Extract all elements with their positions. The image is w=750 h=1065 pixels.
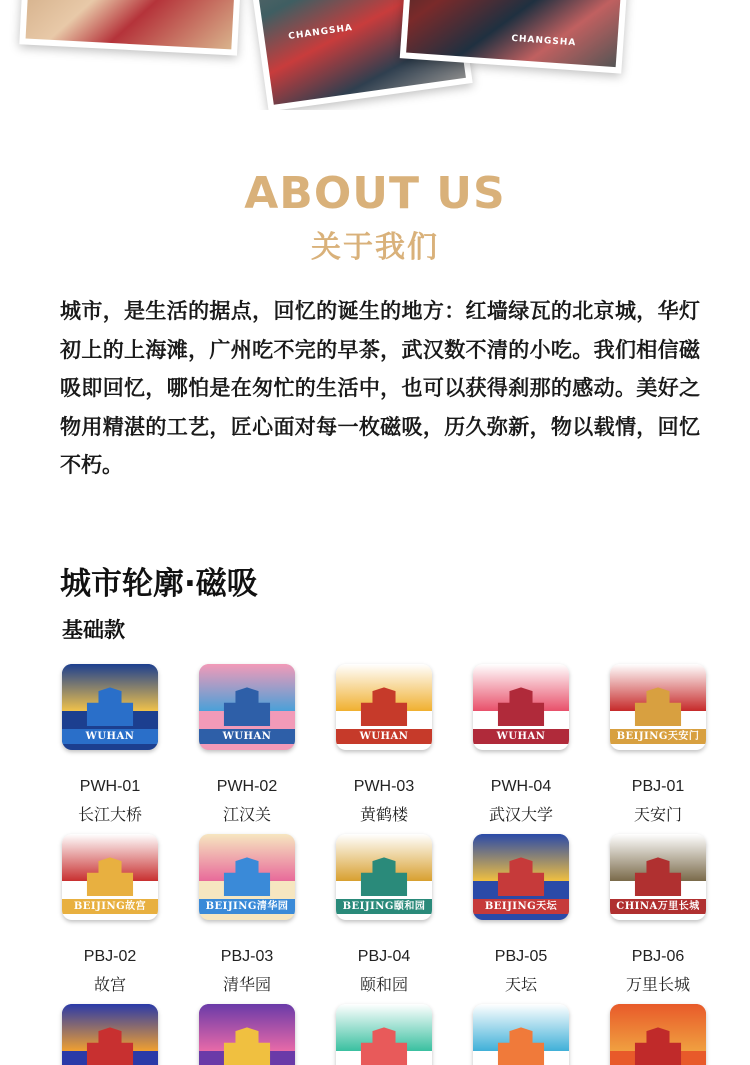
magnet-image <box>199 1004 295 1065</box>
magnet-image <box>199 834 295 920</box>
product-code: PWH-02 <box>216 778 278 795</box>
about-title-cn: 关于我们 <box>311 230 439 265</box>
magnet-image <box>610 834 706 920</box>
about-intro: 城市，是生活的据点，回忆的诞生的地方：红墙绿瓦的北京城，华灯初上的上海滩，广州吃不完的早茶，武汉数不清的小吃。我们相信磁吸即回忆，哪怕是在匆忙的生活中，也可以获得刹那的感动。美好之物用精湛的工艺，匠心面对每一枚磁吸，历久弥新，物以载情，回忆不朽。 <box>60 299 700 477</box>
product-name: 江汉关 <box>222 805 271 824</box>
product-name: 天安门 <box>633 805 682 824</box>
magnet-label: BEIJING清华园 <box>199 899 295 914</box>
magnet-label: WUHAN <box>199 729 295 744</box>
magnet-image <box>610 664 706 750</box>
product-code: PWH-01 <box>79 778 141 795</box>
magnet-image <box>336 664 432 750</box>
magnet-image <box>473 1004 569 1065</box>
magnet-image <box>473 664 569 750</box>
product-code: PBJ-03 <box>220 948 274 965</box>
section-title: 城市轮廓·磁吸 <box>60 566 258 602</box>
magnet-image <box>336 1004 432 1065</box>
photo-caption: CHANGSHA <box>287 23 354 42</box>
magnet-label: BEIJING天坛 <box>473 899 569 914</box>
photo-caption: CHANGSHA <box>511 33 577 49</box>
magnet-image <box>62 664 158 750</box>
product-name: 长江大桥 <box>77 805 142 824</box>
magnet-image <box>62 1004 158 1065</box>
product-code: PWH-03 <box>353 778 415 795</box>
section-subtitle: 基础款 <box>62 618 125 642</box>
product-photo <box>19 0 242 56</box>
product-name: 颐和园 <box>359 975 408 994</box>
magnet-image <box>610 1004 706 1065</box>
magnet-label: BEIJING天安门 <box>610 729 706 744</box>
magnet-image <box>199 664 295 750</box>
about-title-en: ABOUT US <box>244 168 506 219</box>
product-code: PWH-04 <box>490 778 552 795</box>
product-code: PBJ-02 <box>83 948 137 965</box>
product-name: 武汉大学 <box>488 805 553 824</box>
product-name: 黄鹤楼 <box>359 805 408 824</box>
magnet-image <box>62 834 158 920</box>
photo-strip <box>0 0 750 110</box>
product-code: PBJ-01 <box>631 778 685 795</box>
magnet-label: WUHAN <box>336 729 432 744</box>
product-code: PBJ-05 <box>494 948 548 965</box>
product-code: PBJ-06 <box>631 948 685 965</box>
magnet-label: BEIJING故宫 <box>62 899 158 914</box>
magnet-label: CHINA万里长城 <box>610 899 706 914</box>
magnet-label: WUHAN <box>62 729 158 744</box>
magnet-label: BEIJING颐和园 <box>336 899 432 914</box>
magnet-image <box>473 834 569 920</box>
product-code: PBJ-04 <box>357 948 411 965</box>
product-name: 故宫 <box>93 975 126 994</box>
magnet-image <box>336 834 432 920</box>
product-name: 万里长城 <box>625 975 690 994</box>
product-name: 清华园 <box>222 975 271 994</box>
product-name: 天坛 <box>504 975 537 994</box>
magnet-label: WUHAN <box>473 729 569 744</box>
